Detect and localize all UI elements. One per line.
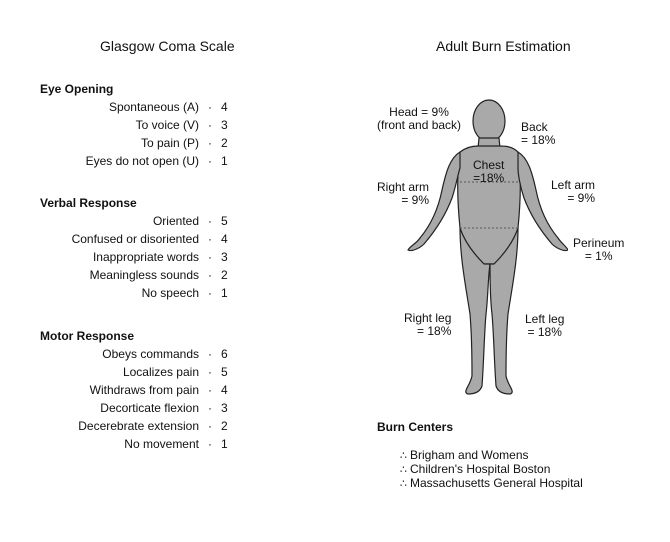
gcs-row	[0, 437, 240, 455]
separator-dot: ·	[208, 136, 212, 150]
gcs-row-score: 4	[221, 100, 228, 114]
separator-dot: ·	[208, 154, 212, 168]
gcs-row-score: 1	[221, 154, 228, 168]
gcs-row-label: Withdraws from pain	[89, 383, 199, 397]
right-arm-percent-label: Right arm = 9%	[377, 180, 430, 207]
burn-center-item: ∴ Brigham and Womens	[400, 448, 529, 462]
gcs-row-score: 3	[221, 401, 228, 415]
gcs-title: Glasgow Coma Scale	[100, 38, 235, 54]
gcs-row	[0, 118, 240, 136]
gcs-row-label: Meaningless sounds	[89, 268, 199, 282]
separator-dot: ·	[208, 250, 212, 264]
gcs-row-score: 3	[221, 250, 228, 264]
burn-estimation-title: Adult Burn Estimation	[436, 38, 571, 54]
gcs-row-score: 4	[221, 383, 228, 397]
gcs-row-score: 3	[221, 118, 228, 132]
separator-dot: ·	[208, 347, 212, 361]
gcs-row	[0, 214, 240, 232]
bullet-icon: ∴	[400, 478, 407, 490]
gcs-row-label: No speech	[141, 286, 199, 300]
gcs-row-score: 5	[221, 365, 228, 379]
head-shape	[473, 100, 505, 142]
separator-dot: ·	[208, 365, 212, 379]
gcs-row-label: Spontaneous (A)	[108, 100, 199, 114]
gcs-row	[0, 365, 240, 383]
separator-dot: ·	[208, 232, 212, 246]
gcs-row-score: 5	[221, 214, 228, 228]
gcs-row-label: Decorticate flexion	[100, 401, 199, 415]
gcs-row	[0, 232, 240, 250]
gcs-row-label: To voice (V)	[135, 118, 199, 132]
bullet-icon: ∴	[400, 464, 407, 476]
burn-centers-heading: Burn Centers	[377, 420, 454, 434]
right-leg-percent-label: Right leg = 18%	[404, 311, 452, 338]
gcs-row-score: 2	[221, 136, 228, 150]
gcs-row	[0, 154, 240, 172]
gcs-row	[0, 383, 240, 401]
gcs-row	[0, 347, 240, 365]
gcs-row-label: Obeys commands	[102, 347, 199, 361]
burn-center-item: ∴ Children's Hospital Boston	[400, 462, 551, 476]
gcs-row	[0, 250, 240, 268]
gcs-row-label: No movement	[124, 437, 199, 451]
head-percent-label: Head = 9% (front and back)	[377, 105, 462, 132]
gcs-row-score: 2	[221, 268, 228, 282]
separator-dot: ·	[208, 286, 212, 300]
separator-dot: ·	[208, 214, 212, 228]
bullet-icon: ∴	[400, 450, 407, 462]
motor-section-heading: Motor Response	[40, 329, 135, 343]
gcs-row-label: Eyes do not open (U)	[85, 154, 199, 168]
burn-center-item: ∴ Massachusetts General Hospital	[400, 476, 583, 490]
gcs-row	[0, 100, 240, 118]
left-leg-percent-label: Left leg = 18%	[525, 312, 565, 339]
gcs-row	[0, 419, 240, 437]
chest-percent-label: Chest =18%	[473, 158, 505, 185]
gcs-row-label: To pain (P)	[140, 136, 199, 150]
gcs-row	[0, 268, 240, 286]
gcs-row	[0, 286, 240, 304]
gcs-row-score: 6	[221, 347, 228, 361]
gcs-row-score: 2	[221, 419, 228, 433]
gcs-row-label: Confused or disoriented	[71, 232, 199, 246]
separator-dot: ·	[208, 401, 212, 415]
gcs-row	[0, 136, 240, 154]
gcs-row-score: 1	[221, 437, 228, 451]
gcs-row-label: Inappropriate words	[92, 250, 199, 264]
gcs-row-label: Localizes pain	[122, 365, 199, 379]
separator-dot: ·	[208, 268, 212, 282]
left-arm-percent-label: Left arm = 9%	[551, 178, 596, 205]
separator-dot: ·	[208, 118, 212, 132]
back-percent-label: Back = 18%	[521, 120, 556, 147]
perineum-percent-label: Perineum = 1%	[573, 236, 625, 263]
gcs-row	[0, 401, 240, 419]
gcs-row-score: 1	[221, 286, 228, 300]
eye-section-heading: Eye Opening	[40, 82, 114, 96]
separator-dot: ·	[208, 419, 212, 433]
verbal-section-heading: Verbal Response	[40, 196, 137, 210]
gcs-row-score: 4	[221, 232, 228, 246]
gcs-row-label: Decerebrate extension	[78, 419, 199, 433]
separator-dot: ·	[208, 383, 212, 397]
separator-dot: ·	[208, 100, 212, 114]
separator-dot: ·	[208, 437, 212, 451]
gcs-row-label: Oriented	[152, 214, 199, 228]
